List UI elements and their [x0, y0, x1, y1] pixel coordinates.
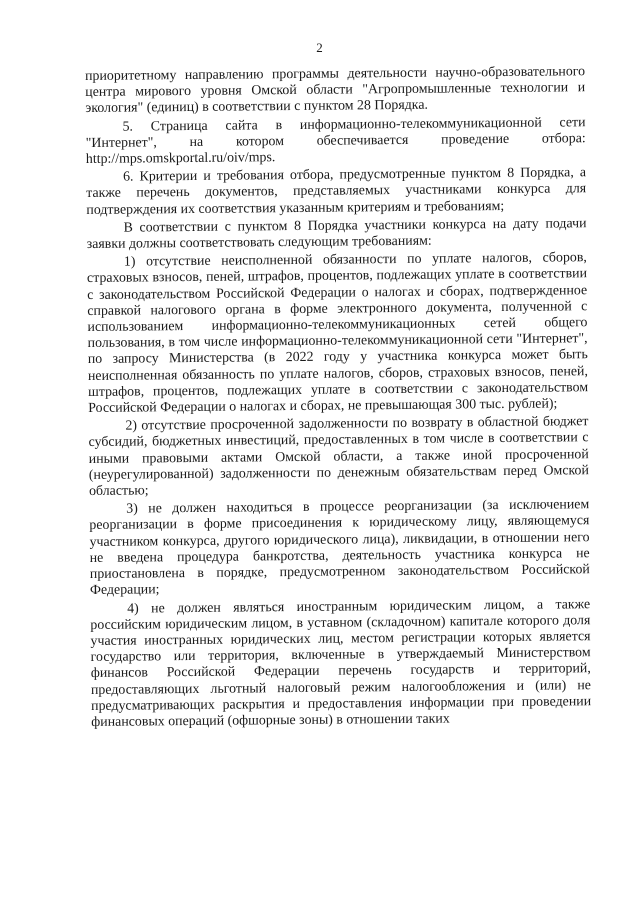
paragraph-requirement-2: 2) отсутствие просроченной задолженности по возврату в областной бюджет субсидий, бюджетных инвестиций, предоставленных в том числе в соответствии с иными правовыми актами Омской области, а также иной просроченной (неурегулированной) задолженности по денежным обязательствам перед Омской областью;	[88, 414, 589, 500]
document-body	[85, 64, 591, 731]
paragraph-requirement-4: 4) не должен являться иностранным юридическим лицом, а также российским юридическим лицом, в уставном (складочном) капитале которого доля участия иностранных юридических лиц, местом регистрации которых является государство или территория, включенные в утверждаемый Министерством финансов Российской Федерации перечень государств и территорий, предоставляющих льготный налоговый режим налогообложения и (или) не предусматривающих раскрытия и предоставления информации при проведении финансовых операций (офшорные зоны) в отношении таких	[90, 596, 592, 730]
paragraph-requirement-3: 3) не должен находиться в процессе реорганизации (за исключением реорганизации в форме присоединения к юридическому лицу, являющемуся участником конкурса, другого юридического лица), ликвидации, в отношении него не введена процедура банкротства, деятельность участника конкурса не приостановлена в порядке, предусмотренном законодательством Российской Федерации;	[89, 497, 590, 599]
paragraph-item-6: 6. Критерии и требования отбора, предусмотренные пунктом 8 Порядка, а также перечень документов, представляемых участниками конкурса для подтверждения их соответствия указанным критериям и требованиям;	[86, 165, 587, 218]
paragraph-requirements-intro: В соответствии с пунктом 8 Порядка участники конкурса на дату подачи заявки должны соответствовать следующим требованиям:	[86, 216, 587, 253]
paragraph-item-5: 5. Страница сайта в информационно-телекоммуникационной сети "Интернет", на котором обеспечивается проведение отбора: http://mps.omskportal.ru/oiv/mps.	[85, 114, 586, 168]
paragraph-requirement-1: 1) отсутствие неисполненной обязанности по уплате налогов, сборов, страховых взносов, пеней, штрафов, процентов, подлежащих уплате в соответствии с законодательством Российской Федерации о налогах и сборах, подтвержденное справкой налогового органа в форме электронного документа, полученной с использованием информационно-телекоммуникационных сетей общего пользования, в том числе информационно-телекоммуникационной сети "Интернет", по запросу Министерства (в 2022 году у участника конкурса может быть неисполненная обязанность по уплате налогов, сборов, страховых взносов, пеней, штрафов, процентов, подлежащих уплате в соответствии с законодательством Российской Федерации о налогах и сборах, не превышающая 300 тыс. рублей);	[86, 250, 589, 417]
page-number: 2	[316, 40, 323, 55]
paragraph-continuation: приоритетному направлению программы деятельности научно-образовательного центра мирового уровня Омской области "Агропромышленные технологии и экология" (единиц) в соответствии с пунктом 28 Порядка.	[85, 64, 586, 117]
